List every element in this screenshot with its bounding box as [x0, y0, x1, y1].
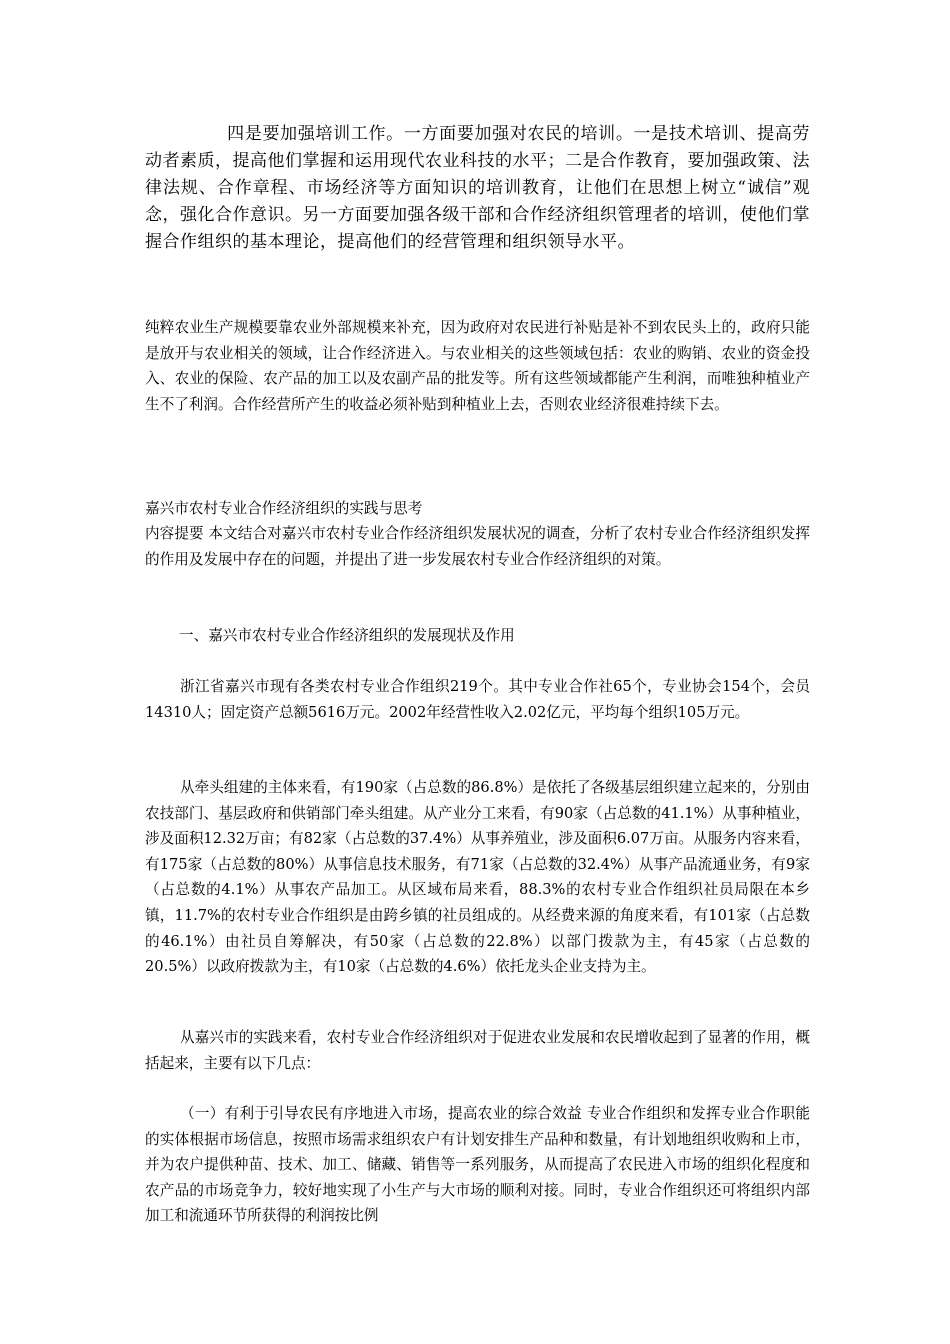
stats-paragraph: 浙江省嘉兴市现有各类农村专业合作组织219个。其中专业合作社65个，专业协会154个，会员14310人；固定资产总额5616万元。2002年经营性收入2.02亿元，平均每个组织105万元。: [145, 678, 810, 721]
article-abstract: 内容提要 本文结合对嘉兴市农村专业合作经济组织发展状况的调查，分析了农村专业合作经济组织发挥的作用及发展中存在的问题，并提出了进一步发展农村专业合作经济组织的对策。: [145, 525, 810, 568]
training-paragraph-text: 四是要加强培训工作。一方面要加强对农民的培训。一是技术培训、提高劳动者素质，提高他们掌握和运用现代农业科技的水平；二是合作教育，要加强政策、法律法规、合作章程、市场经济等方面知识的培训教育，让他们在思想上树立“诚信”观念，强化合作意识。另一方面要加强各级干部和合作经济组织管理者的培训，使他们掌握合作组织的基本理论，提高他们的经营管理和组织领导水平。: [145, 124, 810, 252]
section-heading: 一、嘉兴市农村专业合作经济组织的发展现状及作用: [179, 627, 515, 644]
point-1-paragraph: （一）有利于引导农民有序地进入市场，提高农业的综合效益 专业合作组织和发挥专业合作职能的实体根据市场信息，按照市场需求组织农户有计划安排生产品种和数量，有计划地组织收购和上市，并为农户提供种苗、技术、加工、储藏、销售等一系列服务，从而提高了农民进入市场的组织化程度和农产品的市场竞争力，较好地实现了小生产与大市场的顺利对接。同时，专业合作组织还可将组织内部加工和流通环节所获得的利润按比例: [145, 1105, 810, 1225]
agriculture-paragraph: 纯粹农业生产规模要靠农业外部规模来补充，因为政府对农民进行补贴是补不到农民头上的，政府只能是放开与农业相关的领域，让合作经济进入。与农业相关的这些领域包括：农业的购销、农业的资金投入、农业的保险、农产品的加工以及农副产品的批发等。所有这些领域都能产生利润，而唯独种植业产生不了利润。合作经营所产生的收益必须补贴到种植业上去，否则农业经济很难持续下去。: [145, 319, 810, 413]
effects-paragraph: 从嘉兴市的实践来看，农村专业合作经济组织对于促进农业发展和农民增收起到了显著的作用，概括起来，主要有以下几点：: [145, 1029, 810, 1072]
article-title: 嘉兴市农村专业合作经济组织的实践与思考: [145, 500, 423, 517]
training-paragraph: [145, 121, 810, 256]
structure-paragraph: 从牵头组建的主体来看，有190家（占总数的86.8%）是依托了各级基层组织建立起来的，分别由农技部门、基层政府和供销部门牵头组建。从产业分工来看，有90家（占总数的41.1%）从事种植业，涉及面积12.32万亩；有82家（占总数的37.4%）从事养殖业，涉及面积6.07万亩。从服务内容来看，有175家（占总数的80%）从事信息技术服务，有71家（占总数的32.4%）从事产品流通业务，有9家（占总数的4.1%）从事农产品加工。从区域布局来看，88.3%的农村专业合作组织社员局限在本乡镇，11.7%的农村专业合作组织是由跨乡镇的社员组成的。从经费来源的角度来看，有101家（占总数的46.1%）由社员自筹解决，有50家（占总数的22.8%）以部门拨款为主，有45家（占总数的20.5%）以政府拨款为主，有10家（占总数的4.6%）依托龙头企业支持为主。: [145, 779, 810, 976]
